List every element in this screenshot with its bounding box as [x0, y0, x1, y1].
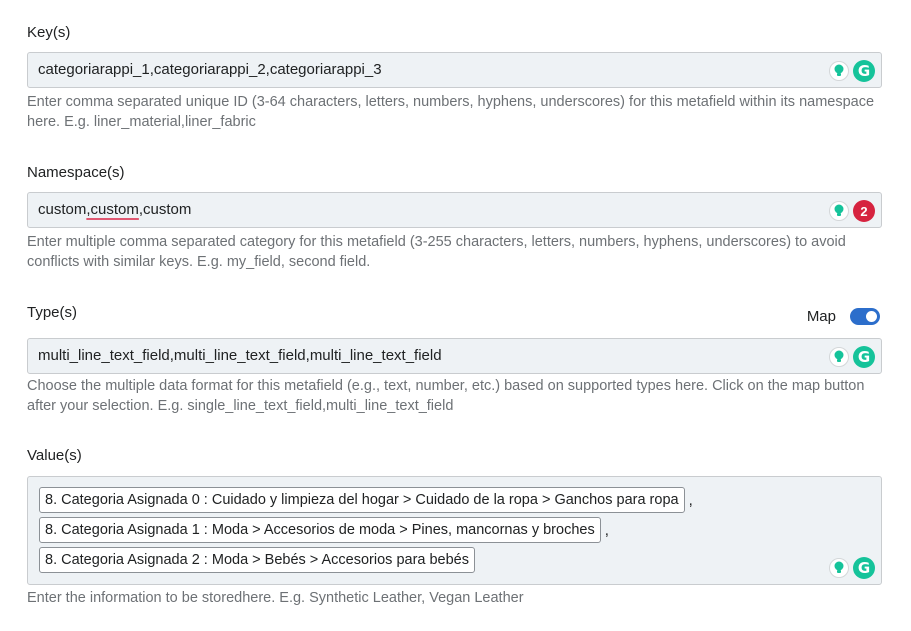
values-section — [27, 447, 882, 612]
types-section — [27, 304, 882, 416]
value-chip[interactable]: 8. Categoria Asignada 2 : Moda > Bebés > Accesorios para bebés — [39, 547, 475, 573]
chip-separator: , — [688, 491, 693, 509]
namespaces-input[interactable] — [27, 192, 882, 228]
map-toggle[interactable] — [850, 308, 880, 325]
value-chip-row — [39, 517, 609, 543]
chip-separator: , — [604, 521, 609, 539]
types-input-value: multi_line_text_field,multi_line_text_field,multi_line_text_field — [38, 347, 442, 364]
types-label: Type(s) — [27, 304, 78, 321]
namespaces-help-text: Enter multiple comma separated category for this metafield (3-255 characters, letters, numbers, hyphens, underscores) to avoid conflicts with similar keys. E.g. my_field, second field. — [27, 234, 846, 270]
values-label: Value(s) — [27, 447, 82, 464]
values-input-tools — [829, 557, 875, 579]
namespace-part: ,custom — [138, 201, 192, 218]
namespaces-label: Namespace(s) — [27, 164, 125, 181]
grammarly-g-icon[interactable]: G — [853, 346, 875, 368]
grammarly-g-icon[interactable]: G — [853, 60, 875, 82]
keys-input-tools — [829, 60, 875, 82]
value-chip-row — [39, 487, 693, 513]
value-chip[interactable]: 8. Categoria Asignada 1 : Moda > Accesorios de moda > Pines, mancornas y broches — [39, 517, 601, 543]
values-input[interactable] — [27, 476, 882, 585]
namespaces-section — [27, 164, 882, 274]
map-label: Map — [806, 308, 836, 325]
lightbulb-icon[interactable] — [829, 61, 849, 81]
keys-input[interactable] — [27, 52, 882, 88]
keys-help-text: Enter comma separated unique ID (3-64 characters, letters, numbers, hyphens, underscores) for this metafield within its namespace here. E.g. liner_material,liner_fabric — [27, 94, 875, 130]
keys-label: Key(s) — [27, 24, 71, 41]
value-chip-row — [39, 547, 475, 573]
types-help-text: Choose the multiple data format for this metafield (e.g., text, number, etc.) based on supported types here. Click on the map button after your selection. E.g. single_line_text_field,multi_line_text_field — [27, 378, 865, 414]
value-chip[interactable]: 8. Categoria Asignada 0 : Cuidado y limpieza del hogar > Cuidado de la ropa > Ganchos para ropa — [39, 487, 685, 513]
map-toggle-knob — [866, 311, 877, 322]
grammarly-g-icon[interactable]: G — [853, 557, 875, 579]
keys-input-value: categoriarappi_1,categoriarappi_2,categoriarappi_3 — [38, 61, 382, 78]
lightbulb-icon[interactable] — [829, 201, 849, 221]
namespace-part: custom — [38, 201, 87, 218]
lightbulb-icon[interactable] — [829, 558, 849, 578]
types-input[interactable] — [27, 338, 882, 374]
lightbulb-icon[interactable] — [829, 347, 849, 367]
types-input-tools — [829, 346, 875, 368]
map-toggle-group — [807, 308, 880, 325]
keys-section — [27, 24, 882, 134]
values-help-text: Enter the information to be storedhere. E.g. Synthetic Leather, Vegan Leather — [27, 590, 524, 606]
namespaces-input-value — [38, 201, 191, 219]
grammarly-issue-count-badge[interactable]: 2 — [853, 200, 875, 222]
namespace-part-flagged[interactable]: ,custom — [86, 201, 139, 218]
namespaces-input-tools — [829, 200, 875, 222]
